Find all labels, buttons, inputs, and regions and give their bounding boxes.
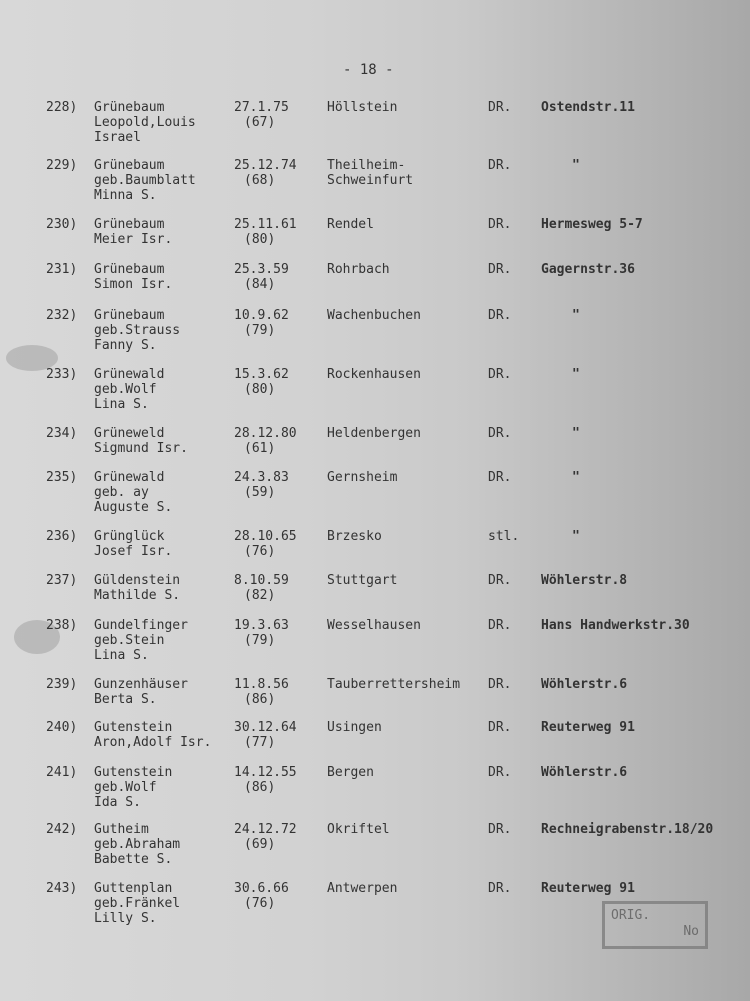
status: DR. [488, 720, 512, 735]
person-name-line: Güldenstein [94, 573, 181, 588]
entry-number: 228) [46, 100, 78, 115]
birth-date: 30.6.66 [234, 881, 289, 896]
status: DR. [488, 822, 512, 837]
address: Gagernstr.36 [541, 262, 635, 277]
person-name-line: Grünebaum [94, 100, 165, 115]
list-item [0, 158, 750, 210]
person-name-line: Sigmund Isr. [94, 441, 188, 456]
status: DR. [488, 573, 512, 588]
address: " [572, 470, 580, 485]
entry-number: 233) [46, 367, 78, 382]
entry-number: 240) [46, 720, 78, 735]
person-name-line: Grünebaum [94, 262, 165, 277]
person-name-line: Josef Isr. [94, 544, 173, 559]
status: DR. [488, 677, 512, 692]
person-name-line: Israel [94, 130, 141, 145]
list-item [0, 822, 750, 874]
status: DR. [488, 262, 512, 277]
entry-number: 231) [46, 262, 78, 277]
age: (82) [244, 588, 276, 603]
person-name-line: Gunzenhäuser [94, 677, 188, 692]
person-name-line: geb.Stein [94, 633, 165, 648]
status: DR. [488, 470, 512, 485]
age: (59) [244, 485, 276, 500]
birth-date: 19.3.63 [234, 618, 289, 633]
birth-date: 15.3.62 [234, 367, 289, 382]
person-name-line: Gundelfinger [94, 618, 188, 633]
status: DR. [488, 217, 512, 232]
entry-number: 235) [46, 470, 78, 485]
age: (86) [244, 780, 276, 795]
birth-date: 24.12.72 [234, 822, 297, 837]
entry-number: 229) [46, 158, 78, 173]
person-name-line: Aron,Adolf Isr. [94, 735, 212, 750]
status: DR. [488, 426, 512, 441]
address: " [572, 529, 580, 544]
person-name-line: Grünebaum [94, 308, 165, 323]
entry-number: 243) [46, 881, 78, 896]
birth-place: Rohrbach [327, 262, 390, 277]
age: (61) [244, 441, 276, 456]
birth-place: Wesselhausen [327, 618, 421, 633]
birth-place: Bergen [327, 765, 374, 780]
list-item [0, 765, 750, 817]
birth-place: Antwerpen [327, 881, 398, 896]
person-name-line: geb. ay [94, 485, 149, 500]
list-item [0, 470, 750, 522]
person-name-line: Guttenplan [94, 881, 173, 896]
age: (77) [244, 735, 276, 750]
person-name-line: Fanny S. [94, 338, 157, 353]
list-item [0, 308, 750, 360]
entry-number: 234) [46, 426, 78, 441]
list-item [0, 262, 750, 314]
birth-place: Usingen [327, 720, 382, 735]
person-name-line: Grünewald [94, 470, 165, 485]
birth-place: Okriftel [327, 822, 390, 837]
status: DR. [488, 881, 512, 896]
person-name-line: Berta S. [94, 692, 157, 707]
list-item [0, 367, 750, 419]
entry-number: 238) [46, 618, 78, 633]
address: Wöhlerstr.8 [541, 573, 628, 588]
age: (68) [244, 173, 276, 188]
address: Reuterweg 91 [541, 720, 635, 735]
birth-place: Höllstein [327, 100, 398, 115]
birth-date: 25.11.61 [234, 217, 297, 232]
entry-number: 232) [46, 308, 78, 323]
person-name-line: Grüneweld [94, 426, 165, 441]
person-name-line: geb.Abraham [94, 837, 181, 852]
birth-place: Gernsheim [327, 470, 398, 485]
person-name-line: geb.Fränkel [94, 896, 181, 911]
birth-date: 25.3.59 [234, 262, 289, 277]
address: " [572, 158, 580, 173]
address: Reuterweg 91 [541, 881, 635, 896]
birth-place: Rendel [327, 217, 374, 232]
address: " [572, 367, 580, 382]
address: Ostendstr.11 [541, 100, 635, 115]
status: stl. [488, 529, 520, 544]
birth-date: 14.12.55 [234, 765, 297, 780]
status: DR. [488, 765, 512, 780]
address: Wöhlerstr.6 [541, 765, 628, 780]
entry-number: 239) [46, 677, 78, 692]
list-item [0, 618, 750, 670]
person-name-line: Lina S. [94, 397, 149, 412]
birth-date: 25.12.74 [234, 158, 297, 173]
status: DR. [488, 308, 512, 323]
age: (80) [244, 232, 276, 247]
address: " [572, 426, 580, 441]
birth-place: Stuttgart [327, 573, 398, 588]
status: DR. [488, 367, 512, 382]
person-name-line: Grünebaum [94, 217, 165, 232]
person-name-line: Auguste S. [94, 500, 173, 515]
entry-number: 241) [46, 765, 78, 780]
address: Rechneigrabenstr.18/20 [541, 822, 714, 837]
person-name-line: Babette S. [94, 852, 173, 867]
person-name-line: Minna S. [94, 188, 157, 203]
person-name-line: geb.Wolf [94, 780, 157, 795]
age: (79) [244, 323, 276, 338]
status: DR. [488, 158, 512, 173]
person-name-line: Meier Isr. [94, 232, 173, 247]
age: (67) [244, 115, 276, 130]
birth-place: Schweinfurt [327, 173, 414, 188]
person-name-line: Mathilde S. [94, 588, 181, 603]
age: (86) [244, 692, 276, 707]
person-name-line: Lilly S. [94, 911, 157, 926]
birth-date: 10.9.62 [234, 308, 289, 323]
stamp-line-1: ORIG. [611, 908, 651, 923]
birth-date: 11.8.56 [234, 677, 289, 692]
person-name-line: Gutheim [94, 822, 149, 837]
age: (76) [244, 896, 276, 911]
birth-place: Rockenhausen [327, 367, 421, 382]
entry-number: 236) [46, 529, 78, 544]
person-name-line: geb.Strauss [94, 323, 181, 338]
person-name-line: Lina S. [94, 648, 149, 663]
person-name-line: Grünewald [94, 367, 165, 382]
birth-place: Theilheim- [327, 158, 406, 173]
status: DR. [488, 100, 512, 115]
birth-date: 28.12.80 [234, 426, 297, 441]
birth-place: Wachenbuchen [327, 308, 421, 323]
address: Hermesweg 5-7 [541, 217, 643, 232]
birth-date: 24.3.83 [234, 470, 289, 485]
stamp-line-2: No [683, 924, 699, 939]
birth-date: 8.10.59 [234, 573, 289, 588]
age: (80) [244, 382, 276, 397]
page-number: - 18 - [343, 62, 394, 78]
entry-number: 230) [46, 217, 78, 232]
address: Hans Handwerkstr.30 [541, 618, 690, 633]
person-name-line: Simon Isr. [94, 277, 173, 292]
address: " [572, 308, 580, 323]
address: Wöhlerstr.6 [541, 677, 628, 692]
person-name-line: geb.Baumblatt [94, 173, 196, 188]
birth-date: 28.10.65 [234, 529, 297, 544]
birth-place: Tauberrettersheim [327, 677, 461, 692]
age: (76) [244, 544, 276, 559]
age: (79) [244, 633, 276, 648]
person-name-line: Ida S. [94, 795, 141, 810]
person-name-line: Gutenstein [94, 720, 173, 735]
person-name-line: Gutenstein [94, 765, 173, 780]
person-name-line: Grünglück [94, 529, 165, 544]
birth-place: Brzesko [327, 529, 382, 544]
archive-stamp [602, 901, 708, 949]
age: (84) [244, 277, 276, 292]
person-name-line: Leopold,Louis [94, 115, 196, 130]
person-name-line: geb.Wolf [94, 382, 157, 397]
person-name-line: Grünebaum [94, 158, 165, 173]
birth-date: 27.1.75 [234, 100, 289, 115]
entry-number: 237) [46, 573, 78, 588]
age: (69) [244, 837, 276, 852]
status: DR. [488, 618, 512, 633]
entry-number: 242) [46, 822, 78, 837]
birth-date: 30.12.64 [234, 720, 297, 735]
birth-place: Heldenbergen [327, 426, 421, 441]
list-item [0, 100, 750, 152]
